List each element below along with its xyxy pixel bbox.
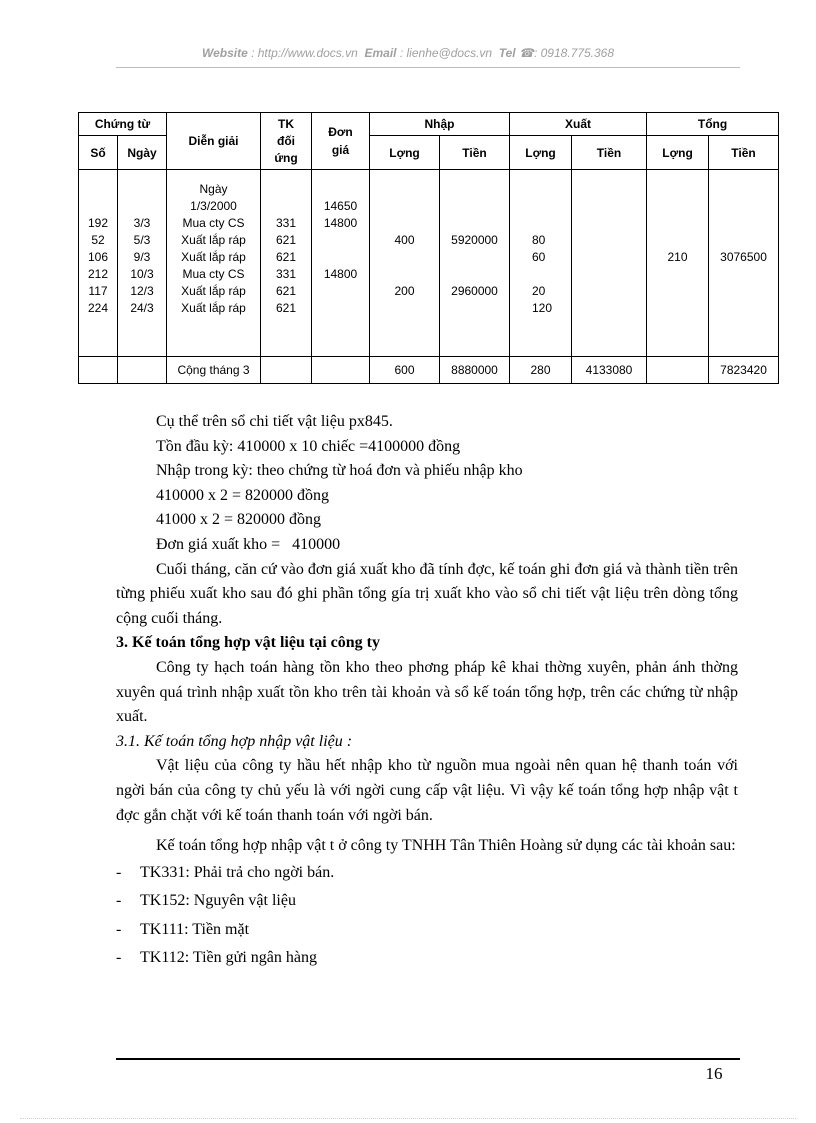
footer-rule (116, 1058, 740, 1060)
cell-line (709, 181, 778, 198)
header-dien-giai: Diễn giải (167, 113, 261, 170)
cell-line (440, 249, 509, 266)
cell-dien-giai (167, 170, 261, 357)
cell-line (312, 300, 369, 317)
cell-line (647, 283, 708, 300)
paragraph: Kế toán tổng hợp nhập vật t ở công ty TNHH Tân Thiên Hoàng sử dụng các tài khoản sau: (156, 837, 736, 855)
list-item-text: TK152: Nguyên vật liệu (140, 892, 296, 910)
cell-line: 212 (87, 267, 109, 281)
paragraph: Đơn giá xuất kho = 410000 (156, 535, 341, 553)
total-nhap-tien: 8880000 (440, 357, 510, 384)
tel-label: Tel (498, 46, 516, 60)
subsection-heading: 3.1. Kế toán tổng hợp nhập vật liệu : (116, 732, 353, 750)
cell-nhap-tien (440, 170, 510, 357)
total-xuat-luong: 280 (510, 357, 572, 384)
cell-line: 331 (275, 267, 297, 281)
cell-line (709, 266, 778, 283)
list-item-text: TK111: Tiền mặt (140, 920, 250, 938)
cell-line (647, 232, 708, 249)
paragraph: Cuối tháng, căn cứ vào đơn giá xuất kho đã tính đợc, kế toán ghi đơn giá và thành tiền trên từng phiếu xuất kho sau đó ghi phần tổng gía trị xuất kho vào sổ chi tiết vật liệu trên dòng tổng cộng cuối tháng. (116, 560, 738, 627)
cell-line: 1/3/2000 (190, 199, 237, 213)
cell-line: 106 (87, 250, 109, 264)
cell-line: 9/3 (133, 250, 151, 264)
cell-line (370, 266, 439, 283)
cell-line (370, 181, 439, 198)
total-label: Cộng tháng 3 (167, 357, 261, 384)
total-tk (261, 357, 312, 384)
list-item-text: TK331: Phải trả cho ngời bán. (140, 863, 335, 881)
cell-line (647, 215, 708, 232)
cell-line (532, 266, 571, 283)
bullet-dash: - (116, 892, 122, 910)
header-don-gia-line: Đơn (328, 125, 353, 139)
cell-line (572, 283, 646, 300)
list-item-text: TK112: Tiền gửi ngân hàng (140, 949, 317, 967)
cell-line: 224 (87, 301, 109, 315)
cell-line (647, 300, 708, 317)
cell-line (370, 215, 439, 232)
header-so: Số (79, 136, 118, 170)
header-tk-doi-ung (261, 113, 312, 170)
cell-line: 12/3 (130, 284, 154, 298)
cell-line: Xuất lắp ráp (181, 301, 246, 315)
cell-line (440, 198, 509, 215)
cell-xuat-tien (572, 170, 647, 357)
paragraph: Nhập trong kỳ: theo chứng từ hoá đơn và phiếu nhập kho (156, 462, 523, 480)
website-value: : http://www.docs.vn (251, 46, 358, 60)
section-heading: 3. Kế toán tổng hợp vật liệu tại công ty (116, 634, 380, 652)
cell-line: 14650 (323, 199, 358, 213)
header-rule (116, 67, 740, 68)
cell-line (261, 198, 311, 215)
total-tong-tien: 7823420 (709, 357, 779, 384)
paragraph: Công ty hạch toán hàng tồn kho theo phơng pháp kê khai thờng xuyên, phản ánh thờng xuyên quá trình nhập xuất tồn kho trên tài khoản và sổ kế toán tổng hợp, trên các chứng từ nhập xuất. (116, 658, 738, 726)
cell-line (572, 249, 646, 266)
cell-line (370, 198, 439, 215)
cell-line: 400 (394, 233, 415, 247)
header-tong: Tổng (647, 113, 779, 136)
cell-line (572, 215, 646, 232)
list-item (116, 887, 738, 916)
header-chung-tu: Chứng từ (79, 113, 167, 136)
table-total-row (79, 357, 779, 384)
header-xuat-luong: Lợng (510, 136, 572, 170)
cell-line: 210 (667, 250, 688, 264)
cell-line (647, 198, 708, 215)
header-don-gia (312, 113, 370, 170)
cell-line: Xuất lắp ráp (181, 284, 246, 298)
total-tong-luong (647, 357, 709, 384)
cell-line: 621 (275, 233, 297, 247)
list-item (116, 916, 738, 945)
header-don-gia-line: giá (331, 143, 350, 157)
header-tong-tien: Tiền (709, 136, 779, 170)
paragraph: Vật liệu của công ty hầu hết nhập kho từ nguồn mua ngoài nên quan hệ thanh toán với ngời bán của công ty chủ yếu là với ngời cung cấp vật liệu. Vì vậy kế toán tổng hợp nhập vật t đợc gắn chặt với kế toán thanh toán với ngời bán. (116, 757, 738, 824)
total-xuat-tien: 4133080 (572, 357, 647, 384)
cell-line (709, 215, 778, 232)
cell-line: 621 (275, 301, 297, 315)
cell-line (709, 300, 778, 317)
header-xuat: Xuất (510, 113, 647, 136)
cell-line: 60 (532, 250, 546, 264)
bottom-dotted-rule (20, 1118, 796, 1119)
cell-line (118, 198, 166, 215)
cell-line (312, 181, 369, 198)
paragraph: Cụ thể trên sổ chi tiết vật liệu px845. (156, 413, 393, 430)
cell-line (312, 283, 369, 300)
cell-line (709, 232, 778, 249)
cell-line (709, 283, 778, 300)
cell-line: Mua cty CS (182, 216, 245, 230)
header-tk-line: đối (277, 133, 295, 148)
total-don-gia (312, 357, 370, 384)
cell-line: 80 (532, 233, 546, 247)
cell-line (440, 181, 509, 198)
cell-line (532, 181, 571, 198)
cell-so (79, 170, 118, 357)
cell-line (79, 198, 117, 215)
cell-line: 2960000 (451, 284, 498, 298)
page-header (0, 46, 816, 60)
cell-line (647, 266, 708, 283)
header-nhap-luong: Lợng (370, 136, 440, 170)
cell-tk (261, 170, 312, 357)
bullet-dash: - (116, 920, 122, 938)
list-item (116, 859, 738, 888)
header-xuat-tien: Tiền (572, 136, 647, 170)
cell-line (312, 232, 369, 249)
cell-line: 5/3 (133, 233, 151, 247)
cell-line: 24/3 (130, 301, 154, 315)
cell-tong-luong (647, 170, 709, 357)
phone-icon: ☎ (519, 46, 534, 60)
cell-line: 52 (91, 233, 105, 247)
cell-line (709, 198, 778, 215)
header-tk-line: ứng (274, 150, 298, 165)
cell-line: Xuất lắp ráp (181, 250, 246, 264)
cell-line (79, 181, 117, 198)
cell-line: 14800 (323, 216, 358, 230)
bullet-dash: - (116, 949, 122, 967)
header-tk-line: TK (278, 116, 294, 131)
email-value: : lienhe@docs.vn (399, 46, 493, 60)
paragraph: 41000 x 2 = 820000 đồng (156, 511, 322, 529)
cell-line (647, 181, 708, 198)
cell-line (440, 266, 509, 283)
cell-line (572, 232, 646, 249)
email-label: Email (364, 46, 397, 60)
cell-line: 120 (532, 301, 553, 315)
cell-line (370, 300, 439, 317)
cell-line: 10/3 (130, 267, 154, 281)
website-label: Website (201, 46, 248, 60)
cell-line: 200 (394, 284, 415, 298)
cell-line (312, 249, 369, 266)
cell-line (440, 215, 509, 232)
body-text (116, 410, 738, 973)
cell-line: 621 (275, 284, 297, 298)
cell-line: 192 (87, 216, 109, 230)
cell-line (440, 300, 509, 317)
cell-line: Mua cty CS (182, 267, 245, 281)
cell-line: 621 (275, 250, 297, 264)
cell-line (572, 198, 646, 215)
cell-line (118, 181, 166, 198)
cell-line (532, 215, 571, 232)
cell-line: Xuất lắp ráp (181, 233, 246, 247)
total-nhap-luong: 600 (370, 357, 440, 384)
page-number: 16 (705, 1064, 723, 1083)
bullet-dash: - (116, 863, 122, 881)
cell-xuat-luong (510, 170, 572, 357)
paragraph: Tồn đầu kỳ: 410000 x 10 chiếc =4100000 đồng (156, 437, 461, 455)
header-nhap-tien: Tiền (440, 136, 510, 170)
cell-line: Ngày (199, 182, 228, 196)
cell-tong-tien (709, 170, 779, 357)
paragraph: 410000 x 2 = 820000 đồng (156, 486, 330, 504)
cell-line: 331 (275, 216, 297, 230)
cell-line: 14800 (323, 267, 358, 281)
cell-line: 3/3 (133, 216, 151, 230)
cell-line (532, 198, 571, 215)
list-item (116, 944, 738, 973)
cell-ngay (118, 170, 167, 357)
cell-line: 117 (88, 284, 108, 298)
cell-line: 3076500 (720, 250, 767, 264)
header-ngay: Ngày (118, 136, 167, 170)
total-so (79, 357, 118, 384)
header-tong-luong: Lợng (647, 136, 709, 170)
header-nhap: Nhập (370, 113, 510, 136)
cell-line: 5920000 (451, 233, 498, 247)
cell-nhap-luong (370, 170, 440, 357)
total-ngay (118, 357, 167, 384)
cell-line (572, 181, 646, 198)
tel-value: : 0918.775.368 (533, 46, 615, 60)
table-row (79, 170, 779, 357)
cell-don-gia (312, 170, 370, 357)
material-ledger-table (78, 112, 779, 384)
cell-line (572, 266, 646, 283)
cell-line (370, 249, 439, 266)
cell-line: 20 (532, 284, 546, 298)
cell-line (261, 181, 311, 198)
cell-line (572, 300, 646, 317)
